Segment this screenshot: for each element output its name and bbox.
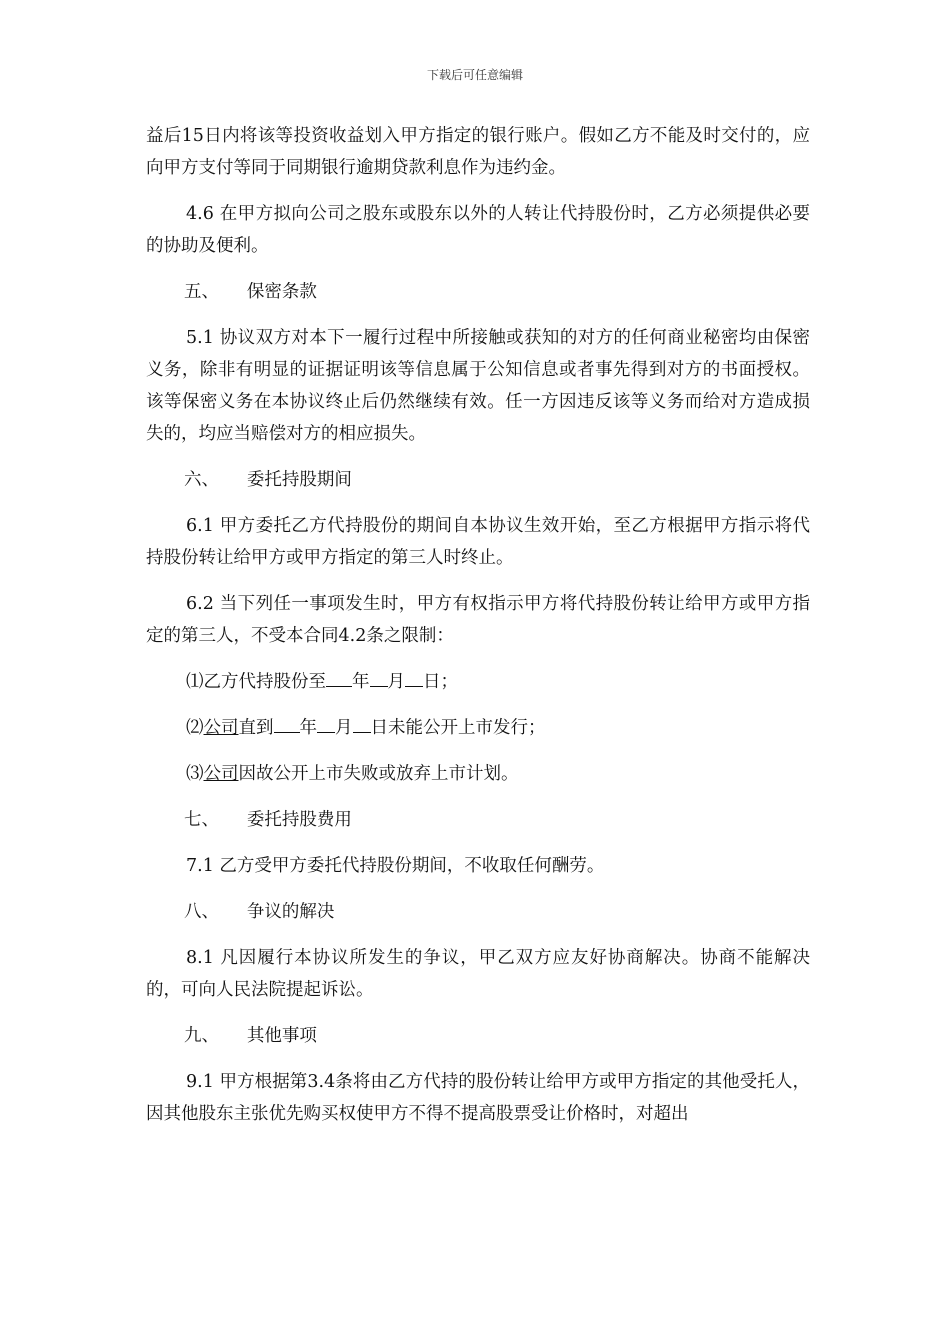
paragraph-continuation: 益后15日内将该等投资收益划入甲方指定的银行账户。假如乙方不能及时交付的，应向甲方支付等同于同期银行逾期贷款利息作为违约金。 xyxy=(146,126,810,178)
company-link: 公司 xyxy=(203,718,239,738)
list-text: 直到 xyxy=(238,718,274,738)
label-year: 年 xyxy=(299,718,317,738)
list-item-1 xyxy=(146,666,810,698)
label-month: 月 xyxy=(387,672,405,692)
paragraph-9-1: 9.1 甲方根据第3.4条将由乙方代持的股份转让给甲方或甲方指定的其他受托人，因其他股东主张优先购买权使甲方不得不提高股票受让价格时，对超出 xyxy=(146,1072,810,1124)
blank-month xyxy=(370,666,388,687)
blank-year xyxy=(326,666,352,687)
list-text: 因故公开上市失败或放弃上市计划。 xyxy=(238,764,519,784)
section-heading-7: 七、 委托持股费用 xyxy=(184,810,352,830)
company-link: 公司 xyxy=(203,764,239,784)
blank-year xyxy=(274,712,300,733)
section-heading-8: 八、 争议的解决 xyxy=(184,902,335,922)
page-header: 下载后可任意编辑 xyxy=(426,68,523,82)
paragraph-8-1: 8.1 凡因履行本协议所发生的争议，甲乙双方应友好协商解决。协商不能解决的，可向人民法院提起诉讼。 xyxy=(146,948,810,1000)
paragraph-5-1: 5.1 协议双方对本下一履行过程中所接触或获知的对方的任何商业秘密均由保密义务，除非有明显的证据证明该等信息属于公知信息或者事先得到对方的书面授权。该等保密义务在本协议终止后仍然继续有效。任一方因违反该等义务而给对方造成损失的，均应当赔偿对方的相应损失。 xyxy=(146,328,810,444)
label-month: 月 xyxy=(335,718,353,738)
list-item-3 xyxy=(146,758,810,790)
list-text: 乙方代持股份至 xyxy=(203,672,326,692)
blank-month xyxy=(317,712,335,733)
list-text: 日未能公开上市发行； xyxy=(370,718,546,738)
label-day: 日； xyxy=(423,672,458,692)
paragraph-7-1: 7.1 乙方受甲方委托代持股份期间，不收取任何酬劳。 xyxy=(186,856,605,876)
document-body xyxy=(146,120,810,1144)
list-marker: ⑵ xyxy=(186,718,204,738)
list-item-2 xyxy=(146,712,810,744)
label-year: 年 xyxy=(352,672,370,692)
list-marker: ⑶ xyxy=(186,764,204,784)
section-heading-9: 九、 其他事项 xyxy=(184,1026,317,1046)
blank-day xyxy=(353,712,371,733)
list-marker: ⑴ xyxy=(186,672,204,692)
paragraph-4-6: 4.6 在甲方拟向公司之股东或股东以外的人转让代持股份时，乙方必须提供必要的协助及便利。 xyxy=(146,204,810,256)
paragraph-6-2: 6.2 当下列任一事项发生时，甲方有权指示甲方将代持股份转让给甲方或甲方指定的第三人，不受本合同4.2条之限制： xyxy=(146,594,810,646)
section-heading-6: 六、 委托持股期间 xyxy=(184,470,352,490)
blank-day xyxy=(405,666,423,687)
section-heading-5: 五、 保密条款 xyxy=(184,282,317,302)
paragraph-6-1: 6.1 甲方委托乙方代持股份的期间自本协议生效开始，至乙方根据甲方指示将代持股份转让给甲方或甲方指定的第三人时终止。 xyxy=(146,516,810,568)
